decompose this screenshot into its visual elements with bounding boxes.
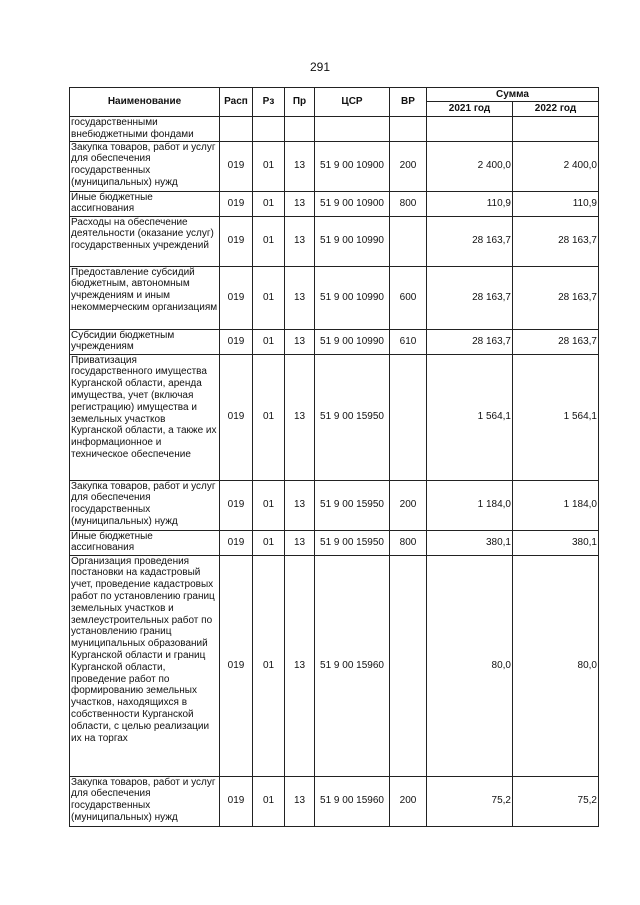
row-pr: 13	[285, 480, 315, 530]
row-2021: 2 400,0	[427, 141, 513, 191]
row-csr: 51 9 00 10990	[315, 329, 390, 354]
row-csr: 51 9 00 15950	[315, 354, 390, 480]
row-2021: 28 163,7	[427, 329, 513, 354]
row-pr: 13	[285, 216, 315, 266]
header-csr: ЦСР	[315, 88, 390, 117]
row-name: Расходы на обеспечение деятельности (оказание услуг) государственных учреждений	[70, 216, 220, 266]
row-rz: 01	[253, 776, 285, 826]
header-sum: Сумма	[427, 88, 599, 102]
row-rz: 01	[253, 191, 285, 216]
row-2022: 1 184,0	[513, 480, 599, 530]
table-header	[70, 88, 599, 117]
row-2022: 28 163,7	[513, 266, 599, 329]
row-rz: 01	[253, 480, 285, 530]
page-number: 291	[309, 60, 331, 74]
row-rasp: 019	[220, 329, 253, 354]
row-vr	[390, 555, 427, 776]
row-rz	[253, 117, 285, 142]
row-2021: 380,1	[427, 530, 513, 555]
row-rz: 01	[253, 329, 285, 354]
row-2022: 75,2	[513, 776, 599, 826]
row-rasp: 019	[220, 354, 253, 480]
row-vr	[390, 117, 427, 142]
row-csr: 51 9 00 10900	[315, 141, 390, 191]
table-row	[70, 776, 599, 826]
row-name: Приватизация государственного имущества Курганской области, аренда имущества, учет (включая регистрацию) имущества и земельных участков Курганской области, а также их информационное и техническое обеспечение	[70, 354, 220, 480]
row-csr: 51 9 00 15960	[315, 555, 390, 776]
row-2022: 28 163,7	[513, 216, 599, 266]
row-vr: 800	[390, 530, 427, 555]
row-vr: 610	[390, 329, 427, 354]
row-rasp: 019	[220, 191, 253, 216]
row-rasp: 019	[220, 776, 253, 826]
row-pr: 13	[285, 141, 315, 191]
row-pr: 13	[285, 555, 315, 776]
row-name: Иные бюджетные ассигнования	[70, 191, 220, 216]
row-name: Организация проведения постановки на кадастровый учет, проведение кадастровых работ по установлению границ земельных участков и землеустроительных работ по установлению границ муниципальных образований Курганской области и границ Курганской области, проведение работ по формированию земельных участков, находящихся в собственности Курганской области, с целью реализации их на торгах	[70, 555, 220, 776]
row-name: Субсидии бюджетным учреждениям	[70, 329, 220, 354]
row-vr: 800	[390, 191, 427, 216]
header-2021: 2021 год	[427, 102, 513, 117]
row-csr: 51 9 00 15950	[315, 480, 390, 530]
row-2021: 110,9	[427, 191, 513, 216]
header-rz: Рз	[253, 88, 285, 117]
row-2021: 1 564,1	[427, 354, 513, 480]
row-name: Закупка товаров, работ и услуг для обеспечения государственных (муниципальных) нужд	[70, 776, 220, 826]
header-rasp: Расп	[220, 88, 253, 117]
row-rasp: 019	[220, 530, 253, 555]
row-name: Иные бюджетные ассигнования	[70, 530, 220, 555]
table-body	[70, 117, 599, 827]
row-2021: 28 163,7	[427, 216, 513, 266]
row-pr: 13	[285, 776, 315, 826]
row-pr	[285, 117, 315, 142]
table-row	[70, 480, 599, 530]
table-row	[70, 530, 599, 555]
row-rasp: 019	[220, 141, 253, 191]
row-rz: 01	[253, 216, 285, 266]
row-2022: 80,0	[513, 555, 599, 776]
row-name: Предоставление субсидий бюджетным, автономным учреждениям и иным некоммерческим организациям	[70, 266, 220, 329]
row-vr: 200	[390, 480, 427, 530]
row-pr: 13	[285, 329, 315, 354]
header-name: Наименование	[70, 88, 220, 117]
table-row	[70, 117, 599, 142]
row-2021	[427, 117, 513, 142]
row-2021: 80,0	[427, 555, 513, 776]
table-row	[70, 141, 599, 191]
header-2022: 2022 год	[513, 102, 599, 117]
row-rz: 01	[253, 555, 285, 776]
row-vr: 200	[390, 141, 427, 191]
header-vr: ВР	[390, 88, 427, 117]
row-2021: 1 184,0	[427, 480, 513, 530]
row-2022: 110,9	[513, 191, 599, 216]
row-name: государственными внебюджетными фондами	[70, 117, 220, 142]
table-row	[70, 191, 599, 216]
budget-table	[69, 87, 599, 827]
row-pr: 13	[285, 530, 315, 555]
row-vr	[390, 216, 427, 266]
row-2022: 28 163,7	[513, 329, 599, 354]
row-pr: 13	[285, 191, 315, 216]
row-2021: 28 163,7	[427, 266, 513, 329]
row-rz: 01	[253, 266, 285, 329]
row-rasp: 019	[220, 216, 253, 266]
row-csr: 51 9 00 10990	[315, 266, 390, 329]
row-2022: 1 564,1	[513, 354, 599, 480]
row-csr: 51 9 00 15960	[315, 776, 390, 826]
row-rz: 01	[253, 530, 285, 555]
table-row	[70, 266, 599, 329]
row-csr: 51 9 00 15950	[315, 530, 390, 555]
row-csr: 51 9 00 10990	[315, 216, 390, 266]
row-rasp: 019	[220, 555, 253, 776]
row-2022: 380,1	[513, 530, 599, 555]
row-vr	[390, 354, 427, 480]
row-2022	[513, 117, 599, 142]
row-vr: 600	[390, 266, 427, 329]
row-csr: 51 9 00 10900	[315, 191, 390, 216]
row-rasp: 019	[220, 266, 253, 329]
table-row	[70, 216, 599, 266]
row-2021: 75,2	[427, 776, 513, 826]
row-vr: 200	[390, 776, 427, 826]
table-row	[70, 329, 599, 354]
table-row	[70, 555, 599, 776]
row-rasp: 019	[220, 480, 253, 530]
row-rz: 01	[253, 354, 285, 480]
row-pr: 13	[285, 266, 315, 329]
row-csr	[315, 117, 390, 142]
row-rz: 01	[253, 141, 285, 191]
table-row	[70, 354, 599, 480]
row-2022: 2 400,0	[513, 141, 599, 191]
row-rasp	[220, 117, 253, 142]
row-pr: 13	[285, 354, 315, 480]
header-pr: Пр	[285, 88, 315, 117]
row-name: Закупка товаров, работ и услуг для обеспечения государственных (муниципальных) нужд	[70, 480, 220, 530]
row-name: Закупка товаров, работ и услуг для обеспечения государственных (муниципальных) нужд	[70, 141, 220, 191]
